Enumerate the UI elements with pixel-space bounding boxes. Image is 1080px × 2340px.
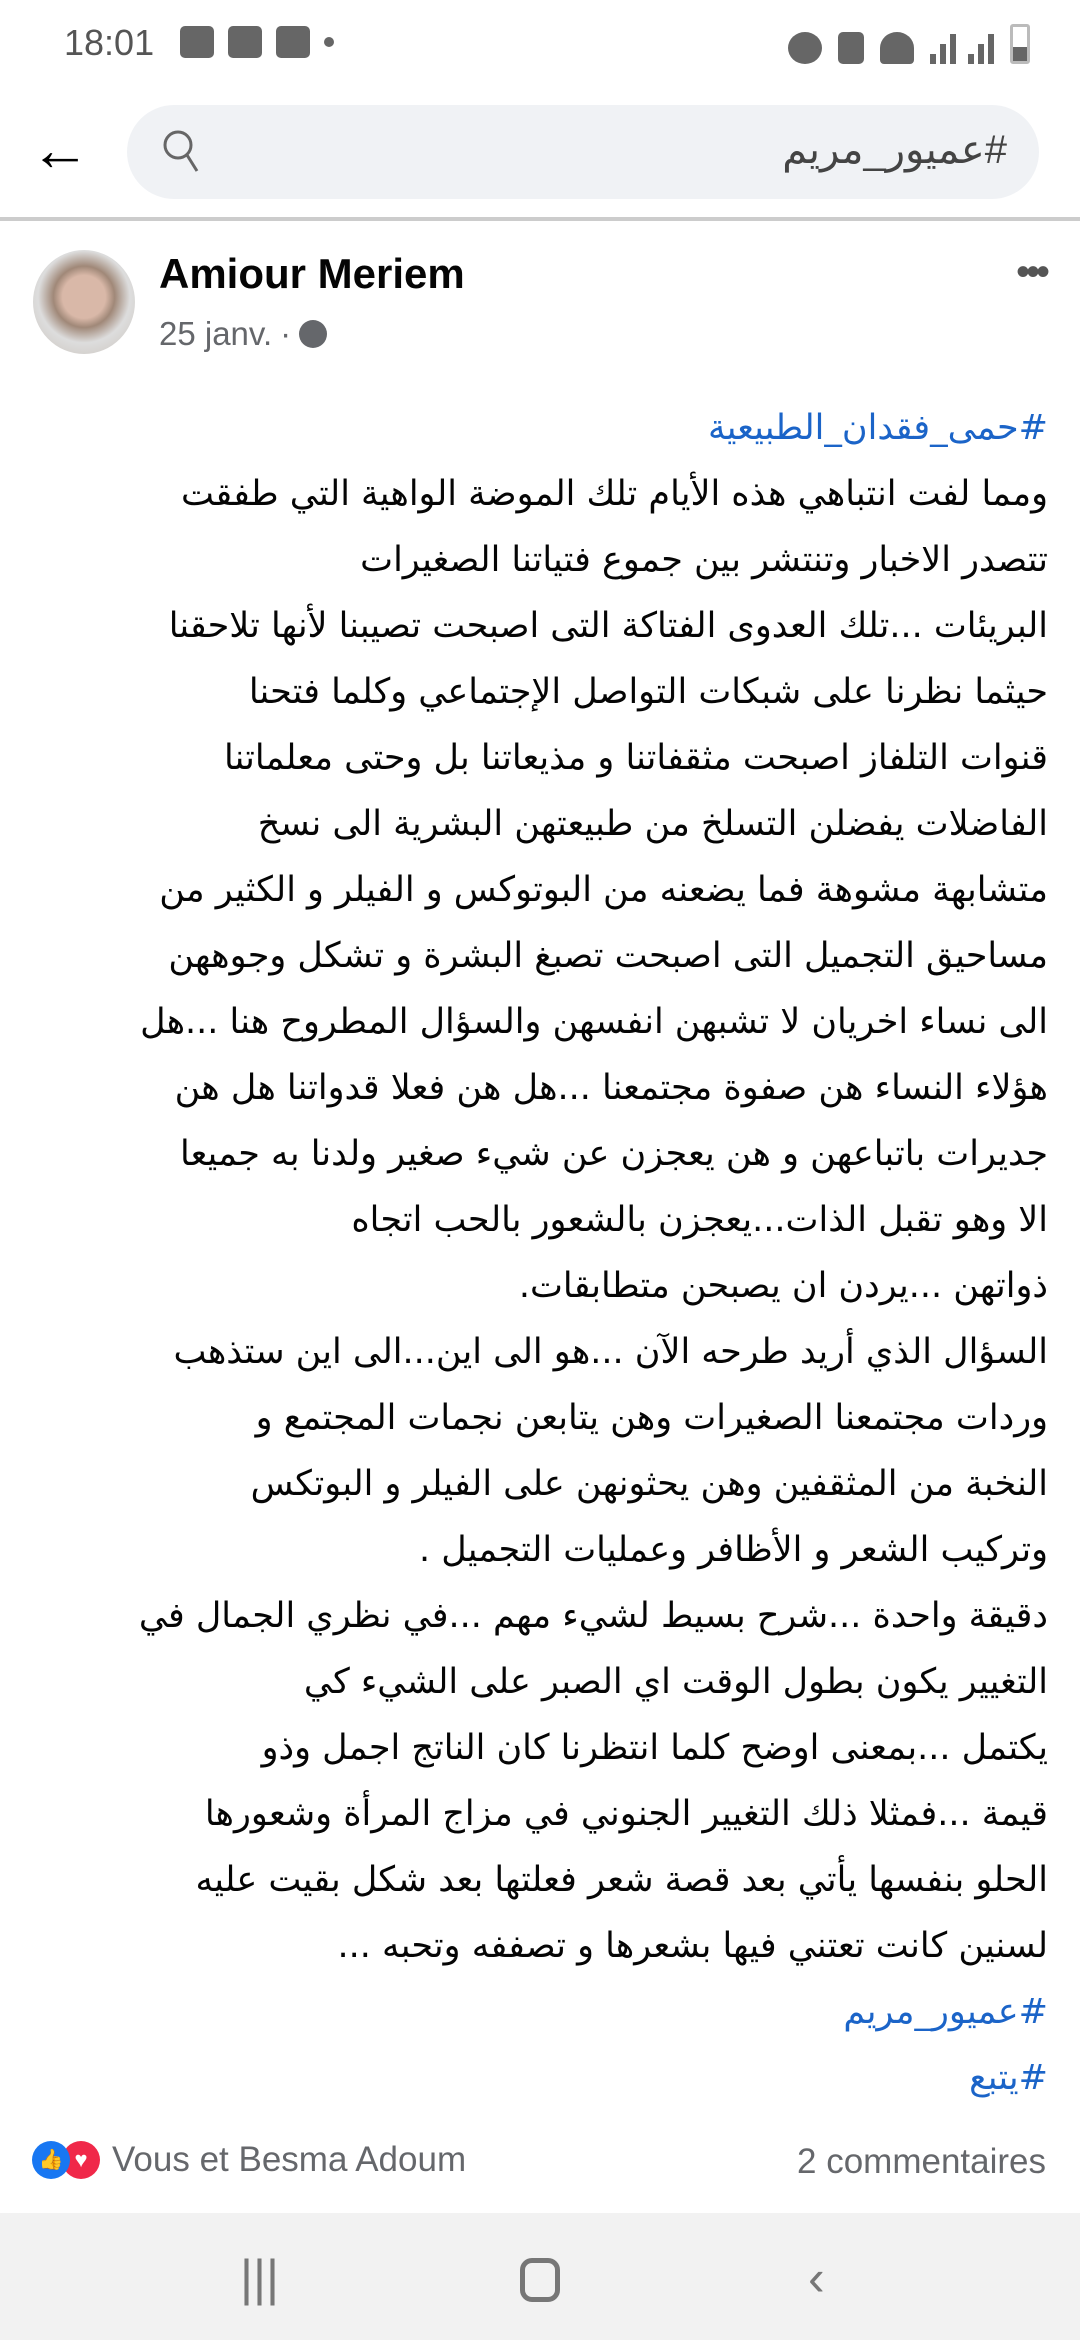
post-text-line: يكتمل ...بمعنى اوضح كلما انتظرنا كان الناتج اجمل وذو (261, 1728, 1048, 1768)
reactions-text: Vous et Besma Adoum (112, 2140, 467, 2179)
post-text-line: لسنين كانت تعتني فيها بشعرها و تصففه وتحبه ... (337, 1926, 1048, 1966)
post-text (30, 395, 1048, 2111)
post-text-line: الفاضلات يفضلن التسلخ من طبيعتهن البشرية الى نسخ (257, 804, 1048, 844)
post-text-line: وردات مجتمعنا الصغيرات وهن يتابعن نجمات المجتمع و (255, 1398, 1048, 1438)
date-text[interactable]: 25 janv. (159, 315, 273, 352)
back-arrow-icon[interactable]: ← (30, 116, 90, 183)
mute-icon (838, 32, 864, 64)
message-notification-icon (180, 26, 214, 58)
post-text-line: حيثما نظرنا على شبكات التواصل الإجتماعي وكلما فتحنا (248, 672, 1048, 712)
post-text-line: ومما لفت انتباهي هذه الأيام تلك الموضة الواهية التي طفقت (181, 474, 1048, 514)
hashtag-link[interactable]: #عميور_مريم (843, 1992, 1048, 2032)
home-button-icon[interactable] (520, 2258, 560, 2302)
recent-apps-icon[interactable]: ||| (240, 2250, 279, 2306)
comments-count[interactable]: 2 commentaires (797, 2142, 1046, 2181)
status-bar (0, 0, 1080, 90)
reactions-summary[interactable] (32, 2140, 466, 2180)
post-text-line: متشابهة مشوهة فما يضعنه من البوتوكس و الفيلر و الكثير من (159, 870, 1048, 910)
more-options-button[interactable]: ••• (1015, 250, 1046, 294)
post-text-line: الحلو بنفسها يأتي بعد قصة شعر فعلتها بعد شكل بقيت عليه (195, 1860, 1048, 1900)
author-name[interactable]: Amiour Meriem (159, 250, 465, 297)
divider (0, 217, 1080, 221)
post-text-line: التغيير يكون بطول الوقت اي الصبر على الشيء كي (303, 1662, 1048, 1702)
like-reaction-icon: 👍 (32, 2141, 70, 2179)
search-icon (161, 127, 201, 175)
post-text-line: ذواتهن ...يردن ان يصبحن متطابقات. (518, 1266, 1048, 1306)
search-input[interactable] (127, 105, 1039, 199)
post-text-line: البريئات ...تلك العدوى الفتاكة التى اصبحت تصيبنا لأنها تلاحقنا (168, 606, 1048, 646)
post-text-line: قنوات التلفاز اصبحت مثقفاتنا و مذيعاتنا بل وحتى معلماتنا (223, 738, 1048, 778)
alarm-icon (788, 32, 822, 64)
avatar[interactable] (33, 250, 135, 354)
back-nav-icon[interactable]: ‹ (808, 2250, 825, 2306)
hashtag-link[interactable]: #يتبع (969, 2058, 1048, 2098)
post-text-line: وتركيب الشعر و الأظافر وعمليات التجميل . (418, 1530, 1048, 1570)
battery-icon (1010, 24, 1030, 64)
navigation-bar (0, 2213, 1080, 2340)
more-notifications-dot (324, 37, 334, 47)
separator: · (280, 315, 292, 352)
search-query: #عميور_مريم (782, 128, 1007, 172)
status-time: 18:01 (64, 22, 155, 63)
mail-notification-icon (228, 26, 262, 58)
globe-icon (299, 320, 327, 348)
post-text-line: هؤلاء النساء هن صفوة مجتمعنا ...هل هن فعلا قدواتنا هل هن (174, 1068, 1048, 1108)
post-text-line: الا وهو تقبل الذات...يعجزن بالشعور بالحب اتجاه (351, 1200, 1048, 1240)
post-text-line: دقيقة واحدة ...شرح بسيط لشيء مهم ...في نظري الجمال في (138, 1596, 1048, 1636)
wifi-icon (880, 32, 914, 64)
youtube-notification-icon (276, 26, 310, 58)
post-text-line: قيمة ...فمثلا ذلك التغيير الجنوني في مزاج المرأة وشعورها (204, 1794, 1048, 1834)
post-text-line: الى نساء اخريان لا تشبهن انفسهن والسؤال المطروح هنا ...هل (140, 1002, 1048, 1042)
hashtag-link[interactable]: #حمى_فقدان_الطبيعية (707, 408, 1048, 448)
post-date (159, 315, 327, 353)
post-text-line: النخبة من المثقفين وهن يحثونهن على الفيلر و البوتكس (250, 1464, 1048, 1504)
post-text-line: مساحيق التجميل التى اصبحت تصبغ البشرة و تشكل وجوههن (168, 936, 1048, 976)
post-text-line: السؤال الذي أريد طرحه الآن ...هو الى اين...الى اين ستذهب (173, 1332, 1048, 1372)
post-text-line: جديرات باتباعهن و هن يعجزن عن شيء صغير ولدنا به جميعا (179, 1134, 1048, 1174)
love-reaction-icon: ♥ (62, 2141, 100, 2179)
signal-icon (930, 34, 994, 64)
post-text-line: تتصدر الاخبار وتنتشر بين جموع فتياتنا الصغيرات (360, 540, 1048, 580)
